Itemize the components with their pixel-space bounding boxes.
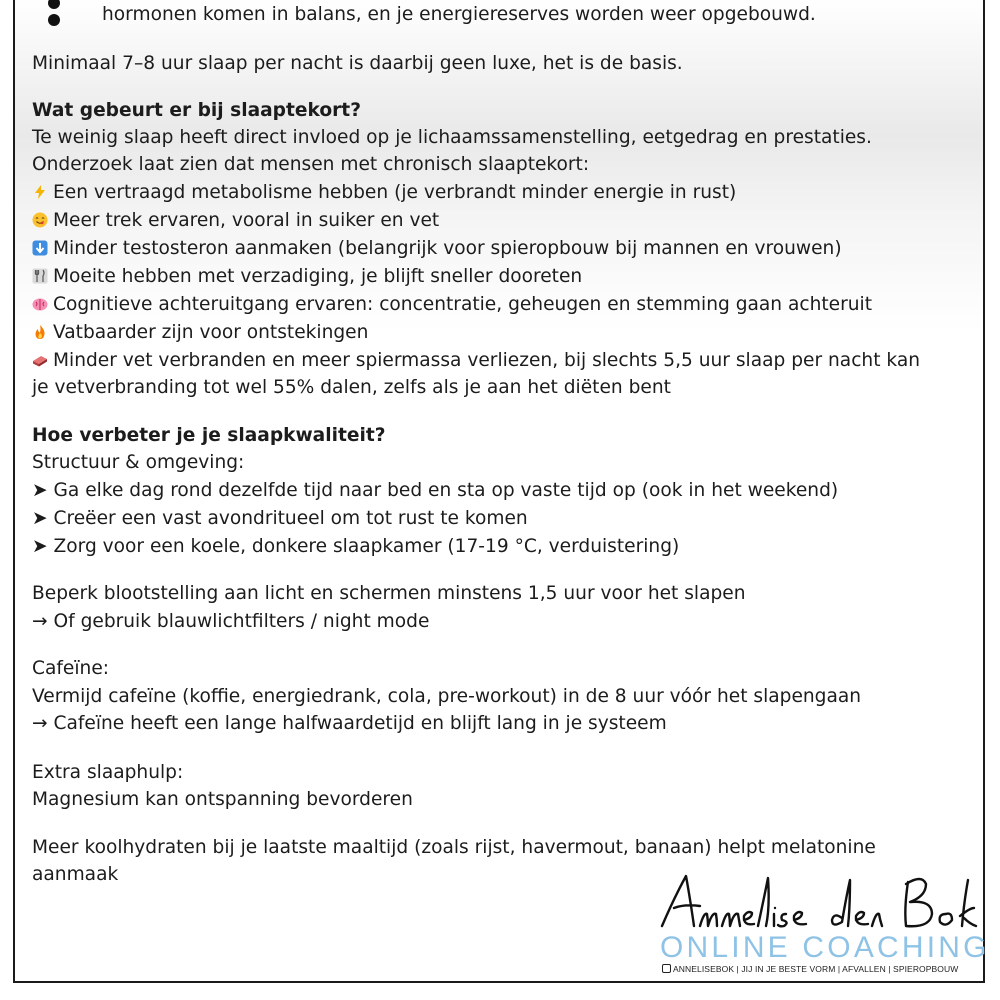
arrow-bullet-icon: ➤ xyxy=(32,536,48,557)
light-tip: → Of gebruik blauwlichtfilters / night mode xyxy=(32,611,430,632)
extra-line: Magnesium kan ontspanning bevorderen xyxy=(32,789,413,810)
list-item: ➤ Ga elke dag rond dezelfde tijd naar bed en sta op vaste tijd op (ook in het weekend) xyxy=(32,480,839,501)
heading-slaaptekort: Wat gebeurt er bij slaaptekort? xyxy=(32,100,361,121)
tekort-line-2: Onderzoek laat zien dat mensen met chronisch slaaptekort: xyxy=(32,154,590,175)
tagline: ANNELISEBOK | JIJ IN JE BESTE VORM | AFVALLEN | SPIEROPBOUW xyxy=(662,964,978,974)
list-item: Vatbaarder zijn voor ontstekingen xyxy=(32,319,368,347)
intro-line-top: hormonen komen in balans, en je energiereserves worden weer opgebouwd. xyxy=(102,4,816,25)
brick-icon xyxy=(32,347,53,375)
arrow-bullet-icon: ➤ xyxy=(32,480,48,501)
list-item: Minder testosteron aanmaken (belangrijk voor spieropbouw bij mannen en vrouwen) xyxy=(32,235,842,263)
instagram-icon xyxy=(662,964,671,973)
list-item: Minder vet verbranden en meer spiermassa verliezen, bij slechts 5,5 uur slaap per nacht kan xyxy=(32,347,920,375)
carb-line-2: aanmaak xyxy=(32,864,119,885)
list-item: ➤ Creëer een vast avondritueel om tot rust te komen xyxy=(32,508,528,529)
intro-minimum-line: Minimaal 7–8 uur slaap per nacht is daarbij geen luxe, het is de basis. xyxy=(32,53,683,74)
list-item: Een vertraagd metabolisme hebben (je verbrandt minder energie in rust) xyxy=(32,179,736,207)
subheading-structuur: Structuur & omgeving: xyxy=(32,452,245,473)
tekort-line-1: Te weinig slaap heeft direct invloed op je lichaamssamenstelling, eetgedrag en prestaties. xyxy=(32,127,872,148)
yum-face-icon xyxy=(32,207,53,235)
carb-line-1: Meer koolhydraten bij je laatste maaltijd (zoals rijst, havermout, banaan) helpt melatonine xyxy=(32,837,876,858)
heading-slaapkwaliteit: Hoe verbeter je je slaapkwaliteit? xyxy=(32,425,386,446)
list-item: ➤ Zorg voor een koele, donkere slaapkamer (17-19 °C, verduistering) xyxy=(32,536,680,557)
bullet-dot xyxy=(48,14,60,26)
list-item: Moeite hebben met verzadiging, je blijft sneller dooreten xyxy=(32,263,582,291)
lightning-icon xyxy=(32,179,53,207)
list-item-continuation: je vetverbranding tot wel 55% dalen, zelfs als je aan het diëten bent xyxy=(32,377,671,398)
cafeine-line: Vermijd cafeïne (koffie, energiedrank, cola, pre-workout) in de 8 uur vóór het slapengaan xyxy=(32,686,862,707)
cafeine-tip: → Cafeïne heeft een lange halfwaardetijd en blijft lang in je systeem xyxy=(32,713,667,734)
light-line: Beperk blootstelling aan licht en schermen minstens 1,5 uur voor het slapen xyxy=(32,583,746,604)
arrow-bullet-icon: ➤ xyxy=(32,508,48,529)
fire-icon xyxy=(32,319,53,347)
online-coaching-label: ONLINE COACHING xyxy=(660,931,990,964)
down-arrow-icon xyxy=(32,235,53,263)
list-item: Meer trek ervaren, vooral in suiker en vet xyxy=(32,207,439,235)
fork-knife-icon xyxy=(32,263,53,291)
extra-heading: Extra slaaphulp: xyxy=(32,762,184,783)
list-item: Cognitieve achteruitgang ervaren: concentratie, geheugen en stemming gaan achteruit xyxy=(32,291,872,319)
cafeine-heading: Cafeïne: xyxy=(32,658,110,679)
brain-icon xyxy=(32,291,53,319)
signature-logo xyxy=(660,868,978,938)
